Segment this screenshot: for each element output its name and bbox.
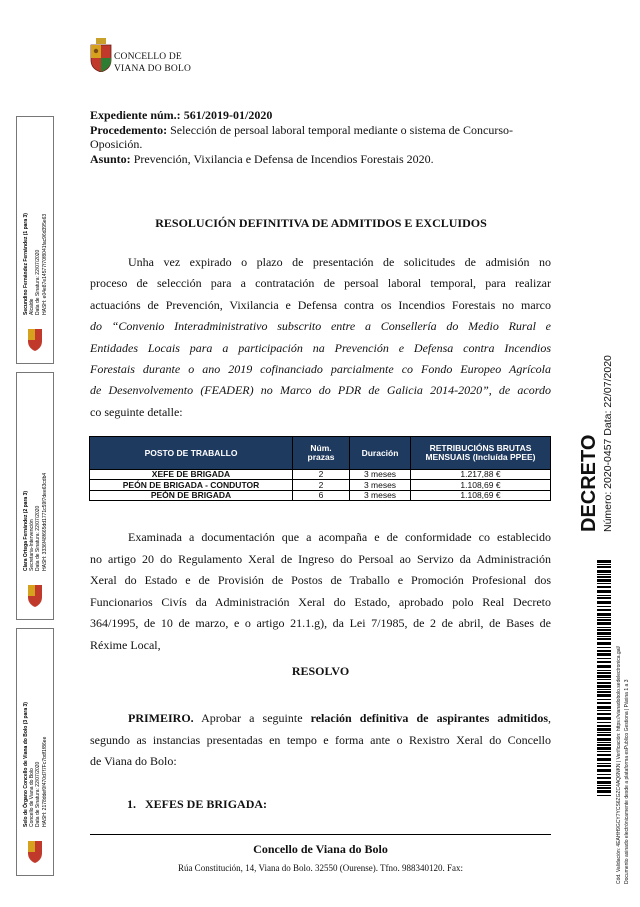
validation-code-text: Cód. Validación: 4EAHH9GCY7YCS6ZGZC4AQ6NKN | Verificación: https://vianadobolo.sedelectronica.gal/ [616,646,622,884]
barcode-bar [597,725,611,727]
barcode-bar [597,595,611,596]
barcode-bar [597,583,611,584]
barcode-bar [597,758,611,761]
concello-crest-logo [90,38,112,72]
barcode-bar [597,586,611,588]
signature-line: HASH: 2178ddef0f470d7f7Fc7bdf1f86ee [41,736,48,827]
barcode-bar [597,609,611,611]
signature-box-1 [16,116,54,364]
document-title: RESOLUCIÓN DEFINITIVA DE ADMITIDOS E EXCLUIDOS [155,216,487,230]
para-line: Examinada a documentación que a acompaña e de conformidade co establecido [128,530,551,544]
barcode-bar [597,619,611,621]
para-line: proceso de selección para a contratación de persoal laboral temporal, para realizar [90,276,551,291]
table-row [90,470,551,480]
para-line: Entidades Locais para a participación na Prevención e Defensa contra Incendios [90,340,551,355]
para-line: de Desenvolvemento (FEADER) no Marco do PDR de Galicia 2014-2020”, de acordo [90,383,551,398]
asunto-label: Asunto: [90,151,131,166]
footer-divider [90,834,551,835]
section-heading-xefes: 1. XEFES DE BRIGADA: [127,797,268,811]
para-line: Réxime Local, [90,637,161,652]
primeiro-text: , [548,711,551,725]
barcode-bar [597,774,611,775]
barcode-bar [597,566,611,568]
barcode-bar [597,732,611,733]
barcode-bar [597,670,611,671]
barcode-bar [597,747,611,750]
signature-line: HASH: e04e87e14577f70f8041fac96d395e63 [41,213,48,315]
primeiro-text: Aprobar a seguinte [193,711,311,725]
barcode-bar [597,691,611,693]
signature-line: Data de Sinatura: 22/07/2020 [35,761,42,827]
barcode-bar [597,769,611,772]
para-line: do “Convenio Interadministrativo subscrito entre a Consellería do Medio Rural e [90,319,551,334]
barcode-bar [597,717,611,720]
barcode-bar [597,601,611,604]
barcode-bar [597,734,611,736]
primeiro-bold-text: relación definitiva de aspirantes admitidos [310,711,548,725]
barcode-bar [597,642,611,645]
signature-box-2 [16,372,54,620]
barcode-bar [597,679,611,680]
barcode-bar [597,790,611,793]
signature-crest-icon [27,327,43,351]
decreto-number-date: Número: 2020-0457 Data: 22/07/2020 [602,355,614,532]
signature-line: HASH: 3336f48f665dd1771c59f7dee63cdb4 [41,472,48,571]
barcode-bar [597,728,611,731]
para-line: actuacións de Prevención, Vixilancia e Defensa contra os Incendios Forestais no marco [90,297,551,312]
signature-line: Clara Ortega Fernández (2 para 3) [23,490,29,571]
barcode-bar [597,754,611,756]
organization-name [114,51,191,75]
barcode-bar [597,689,611,690]
barcode-bar [597,738,611,741]
barcode-bar [597,710,611,711]
table-cell: 3 meses [350,480,411,490]
legal-basis-paragraph [90,527,551,657]
table-cell: 3 meses [350,490,411,500]
barcode-bar [597,751,611,752]
barcode-bar [597,653,611,656]
footer-address: Rúa Constitución, 14, Viana do Bolo. 32550 (Ourense). Tfno. 988340120. Fax: [177,863,464,873]
signature-line: Secundino Fernández Fernández (1 para 3) [23,213,29,315]
signature-line: Secretaria-Intervención [29,519,36,571]
para-line: Forestais durante o ano 2019 cofinanciado parcialmente co Fondo Europeo Agrícola [90,362,551,377]
barcode-bar [597,713,611,715]
table-row [90,490,551,500]
expediente-label: Expediente núm.: [90,108,181,122]
posts-table [89,436,551,501]
para-line: segundo as instancias presentadas en tempo e forma ante o Rexistro Xeral do Concello [90,732,551,747]
barcode-bar [597,574,611,575]
signature-line: Selo de Órgano Concello de Viana do Bolo (3 para 3) [23,702,29,827]
barcode-bar [597,650,611,652]
decreto-label: DECRETO [578,434,600,532]
org-line-2: VIANA DO BOLO [114,64,192,74]
para-line: Unha vez expirado o plazo de presentación de solicitudes de admisión no [128,255,551,269]
para-line: 364/1995, de 10 de marzo, e o artigo 21.1.g), da Lei 7/1985, de 2 de abril, de Bases de [90,616,551,631]
procedemento-label: Procedemento: [90,122,168,137]
barcode-bar [597,675,611,678]
barcode-bar [597,744,611,746]
signature-crest-icon [27,583,43,607]
barcode-bar [597,570,611,573]
barcode-bar [597,706,611,709]
para-line: Funcionarios Civís da Administración Xeral do Estado, aprobado polo Real Decreto [90,594,551,609]
signature-text-1 [23,213,48,315]
expediente-meta [90,108,552,166]
primeiro-label: PRIMEIRO. [128,711,194,725]
barcode-bar [597,722,611,723]
table-cell: 2 [293,480,350,490]
barcode-bar [597,579,611,582]
asunto-value: Prevención, Vixilancia e Defensa de Incendios Forestais 2020. [133,151,434,166]
procedemento-value-cont: Oposición. [90,137,143,151]
procedemento-value: Selección de persoal laboral temporal mediante o sistema de Concurso- [170,122,513,137]
barcode-bar [597,661,611,663]
barcode-bar [597,638,611,640]
barcode-bar [597,627,611,628]
barcode-bar [597,658,611,659]
signature-text-2 [23,473,48,571]
signed-platform-text: Documento asinado electrónicamente desde a plataforma esPublico Gestiona | Páxina 1 a 3 [624,679,630,884]
table-header: RETRIBUCIÓNS BRUTAS MENSUAIS (Incluída PPEE) [411,437,551,470]
barcode-bar [597,699,611,700]
signature-line: Concello de Viana do Bolo [29,768,36,827]
barcode-bar [597,672,611,674]
para-line: co seguinte detalle: [90,404,183,419]
table-cell: PEÓN DE BRIGADA [90,490,293,500]
table-cell: 2 [293,470,350,480]
barcode-bar [597,606,611,607]
barcode-bar [597,629,611,631]
barcode-bar [597,682,611,684]
table-cell: 1.108,69 € [411,480,551,490]
barcode-bar [597,795,611,796]
expediente-value: 561/2019-01/2020 [183,108,273,122]
table-cell: PEÓN DE BRIGADA - CONDUTOR [90,480,293,490]
barcode-bar [597,597,611,599]
table-cell: 3 meses [350,470,411,480]
barcode-bar [597,685,611,688]
barcode-bar [597,777,611,779]
barcode-bar [597,590,611,593]
signature-crest-icon [27,839,43,863]
barcode-bar [597,647,611,648]
barcode-bar [597,636,611,637]
signature-line: Data de Sinatura: 22/07/2020 [35,249,42,315]
barcode-bar [597,617,611,618]
barcode-bar [597,613,611,616]
barcode-bar [597,665,611,668]
barcode-bar [597,785,611,786]
barcode-bar [597,742,611,743]
barcode-bar [597,564,611,565]
para-line: de Viana do Bolo: [90,754,177,769]
barcode-bar [597,781,611,784]
barcode-bar [597,763,611,764]
footer-org-name: Concello de Viana do Bolo [253,842,388,856]
org-line-1: CONCELLO DE [114,52,182,62]
table-header: POSTO DE TRABALLO [90,437,293,470]
para-line [90,708,551,730]
signature-line: Alcalde [29,298,36,315]
primeiro-paragraph [90,708,551,773]
table-header: Duración [350,437,411,470]
barcode-bar [597,694,611,697]
table-cell: 1.217,88 € [411,470,551,480]
barcode-bar [597,576,611,578]
signature-text-3 [23,702,48,827]
barcode-bar [597,560,611,563]
table-cell: 1.108,69 € [411,490,551,500]
barcode-bar [597,702,611,704]
resolvo-heading: RESOLVO [291,664,350,678]
intro-paragraph [90,252,551,423]
signature-line: Data de Sinatura: 22/07/2020 [35,505,42,571]
table-row [90,480,551,490]
barcode-bar [597,787,611,789]
barcode-bar [597,622,611,625]
barcode-bar [597,765,611,767]
signature-box-3 [16,628,54,876]
table-cell: XEFE DE BRIGADA [90,470,293,480]
para-line: no artigo 20 do Regulamento Xeral de Ingreso do Persoal ao Servizo da Administración [90,551,551,566]
table-header-row [90,437,551,470]
table-header: Núm. prazas [293,437,350,470]
para-line: Xeral do Estado e de Provisión de Postos de Traballo e Promoción Profesional dos [90,573,551,588]
barcode-bar [597,632,611,635]
table-cell: 6 [293,490,350,500]
